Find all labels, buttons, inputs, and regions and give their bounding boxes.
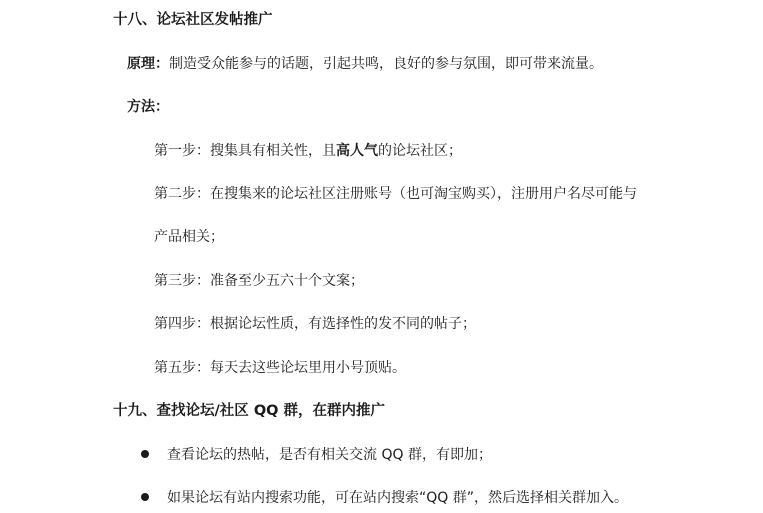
step-1-text: 第一步：搜集具有相关性，且 — [154, 143, 336, 159]
step-1-tail: 的论坛社区； — [378, 143, 462, 159]
step-2: 第二步：在搜集来的论坛社区注册账号（也可淘宝购买），注册用户名尽可能与 — [154, 186, 637, 202]
principle-label: 原理： — [127, 56, 169, 72]
step-2-continued: 产品相关； — [154, 229, 224, 245]
principle-paragraph — [127, 54, 603, 74]
step-1 — [154, 141, 462, 161]
bullet-dot-icon — [141, 450, 149, 458]
principle-text: 制造受众能参与的话题，引起共鸣，良好的参与氛围，即可带来流量。 — [169, 56, 603, 72]
step-1-bold: 高人气 — [336, 143, 378, 159]
section-19-heading: 十九、查找论坛/社区 QQ 群，在群内推广 — [113, 403, 386, 419]
method-label: 方法： — [127, 99, 169, 115]
bullet-dot-icon — [141, 493, 149, 501]
section-18-heading: 十八、论坛社区发帖推广 — [113, 12, 273, 28]
bullet-item-2 — [141, 488, 628, 508]
step-5: 第五步：每天去这些论坛里用小号顶贴。 — [154, 360, 406, 376]
bullet-text-2: 如果论坛有站内搜索功能，可在站内搜索“QQ 群”，然后选择相关群加入。 — [167, 490, 628, 506]
step-3: 第三步：准备至少五六十个文案； — [154, 273, 364, 289]
bullet-text-1: 查看论坛的热帖，是否有相关交流 QQ 群，有即加； — [167, 447, 492, 463]
step-4: 第四步：根据论坛性质，有选择性的发不同的帖子； — [154, 316, 476, 332]
bullet-item-1 — [141, 445, 492, 465]
